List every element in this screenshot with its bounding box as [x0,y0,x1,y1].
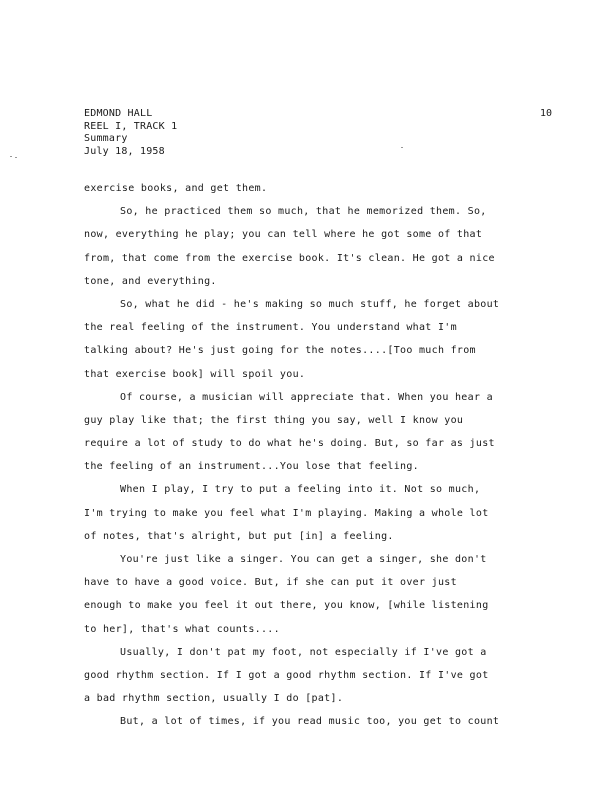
transcript-line: have to have a good voice. But, if she can put it over just [84,577,457,589]
transcript-line: When I play, I try to put a feeling into it. Not so much, [120,484,481,496]
transcript-line: of notes, that's alright, but put [in] a feeling. [84,530,394,542]
transcript-line: now, everything he play; you can tell where he got some of that [84,229,483,241]
reel-track: REEL I, TRACK 1 [84,120,178,132]
transcript-line: You're just like a singer. You can get a singer, she don't [120,554,487,565]
transcript-line: to her], that's what counts.... [84,623,280,635]
transcript-line: the real feeling of the instrument. You understand what I'm [84,322,457,334]
transcript-body [84,177,560,734]
transcript-line: Of course, a musician will appreciate that. When you hear a [120,391,493,403]
transcript-line: from, that come from the exercise book. It's clean. He got a nice [84,252,495,264]
transcript-line: a bad rhythm section, usually I do [pat]. [84,693,344,705]
scan-speck [401,147,403,148]
transcript-line: I'm trying to make you feel what I'm playing. Making a whole lot [84,507,489,519]
transcript-line: that exercise book] will spoil you. [84,368,306,380]
transcript-line: tone, and everything. [84,275,217,287]
transcript-line: So, what he did - he's making so much stuff, he forget about [120,298,500,310]
transcript-line: But, a lot of times, if you read music too, you get to count [120,716,500,728]
transcript-line: the feeling of an instrument...You lose that feeling. [84,461,419,473]
transcript-line: require a lot of study to do what he's doing. But, so far as just [84,438,495,450]
document-type: Summary [84,133,128,144]
transcript-line: guy play like that; the first thing you say, well I know you [84,414,464,426]
transcript-line: talking about? He's just going for the notes....[Too much from [84,345,476,357]
document-header [84,108,177,158]
transcript-line: good rhythm section. If I got a good rhythm section. If I've got [84,669,489,681]
interview-date: July 18, 1958 [84,145,165,157]
transcript-line: Usually, I don't pat my foot, not especially if I've got a [120,646,487,658]
transcript-line: enough to make you feel it out there, you know, [while listening [84,600,489,612]
scan-speck [15,157,17,158]
page-number: 10 [540,108,553,119]
transcript-line: So, he practiced them so much, that he memorized them. So, [120,206,487,218]
interviewee-name: EDMOND HALL [84,108,153,119]
transcript-line: exercise books, and get them. [84,183,268,194]
scan-speck [10,156,12,157]
